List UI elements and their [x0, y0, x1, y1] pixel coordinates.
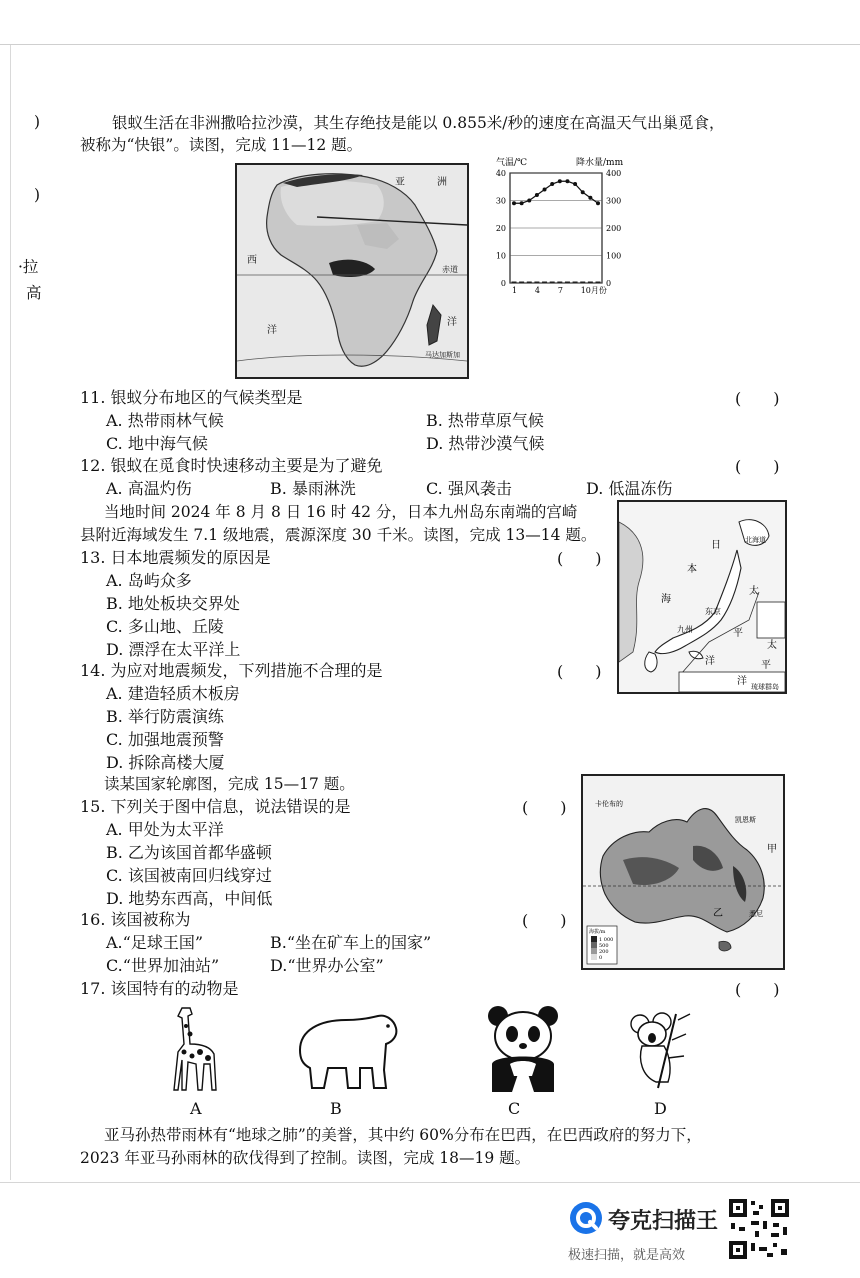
precipitation-bar	[573, 282, 578, 284]
precipitation-bar	[596, 282, 601, 284]
option-b: B. 地处板块交界处	[106, 594, 240, 613]
temperature-point	[550, 182, 554, 186]
precipitation-bar	[588, 282, 593, 284]
chart-x-tick: 1	[512, 286, 518, 295]
question-15-stem: 15. 下列关于图中信息，说法错误的是	[80, 797, 351, 816]
chart-y-right-tick: 300	[606, 196, 622, 206]
map-label: 本	[687, 564, 697, 575]
answer-blank[interactable]: ( )	[522, 911, 567, 930]
option-d: D. 低温冻伤	[586, 479, 673, 498]
precipitation-bar	[550, 282, 555, 284]
question-13-stem: 13. 日本地震频发的原因是	[80, 548, 271, 567]
map-label: 凯恩斯	[735, 816, 756, 824]
temperature-point	[543, 188, 547, 192]
margin-mark: ·拉	[18, 258, 39, 276]
map-label: 洋	[267, 325, 277, 336]
precipitation-bar	[565, 282, 570, 284]
legend-label: 1 000	[599, 937, 614, 943]
temperature-point	[512, 201, 516, 205]
temperature-point	[520, 201, 524, 205]
map-label: 甲	[767, 844, 777, 855]
margin-mark: )	[34, 113, 41, 131]
option-d: D. 拆除高楼大厦	[106, 753, 225, 772]
choice-letter-a: A	[190, 1099, 202, 1118]
japan-map	[617, 500, 787, 694]
map-label: 东京	[705, 607, 721, 616]
map-label: 太	[749, 586, 759, 597]
temperature-point	[527, 199, 531, 203]
intro-paragraph-line: 被称为“快银”。读图，完成 11—12 题。	[80, 136, 363, 154]
answer-blank[interactable]: ( )	[735, 457, 780, 476]
intro-paragraph-line: 读某国家轮廓图，完成 15—17 题。	[104, 775, 355, 793]
question-17-stem: 17. 该国特有的动物是	[80, 979, 239, 998]
option-c: C. 多山地、丘陵	[106, 617, 224, 636]
precipitation-bar	[512, 282, 517, 284]
precipitation-bar	[580, 282, 585, 284]
option-a: A. 甲处为太平洋	[106, 820, 224, 839]
map-label: 太	[767, 640, 777, 651]
legend-title: 海拔/m	[589, 929, 606, 935]
option-b: B. 举行防震演练	[106, 707, 224, 726]
map-label: 日	[711, 540, 721, 551]
temperature-point	[558, 179, 562, 183]
koala-icon[interactable]	[628, 1010, 698, 1090]
option-c: C. 强风袭击	[426, 479, 512, 498]
option-c: C. 该国被南回归线穿过	[106, 866, 272, 885]
africa-map	[235, 163, 469, 379]
chart-x-tick: 10月份	[580, 286, 607, 295]
chart-left-axis-title: 气温/℃	[496, 158, 528, 168]
panda-icon[interactable]	[484, 1004, 562, 1096]
answer-blank[interactable]: ( )	[557, 662, 602, 681]
chart-y-left-tick: 40	[495, 169, 506, 178]
map-label: 北海道	[745, 536, 766, 544]
chart-x-tick: 7	[557, 286, 563, 295]
answer-blank[interactable]: ( )	[735, 980, 780, 999]
map-label: 洋	[737, 676, 747, 687]
brand-name: 夸克扫描王	[608, 1209, 719, 1234]
precipitation-bar	[542, 282, 547, 284]
chart-y-left-tick: 0	[500, 279, 506, 288]
qr-code-icon[interactable]	[727, 1197, 791, 1265]
choice-letter-d: D	[654, 1099, 667, 1118]
option-c: C.“世界加油站”	[106, 956, 220, 975]
option-b: B. 乙为该国首都华盛顿	[106, 843, 272, 862]
map-label: 洲	[437, 177, 447, 188]
map-label: 亚	[395, 177, 405, 188]
temperature-point	[596, 201, 600, 205]
chart-y-right-tick: 0	[606, 279, 612, 288]
chart-y-left-tick: 30	[495, 196, 506, 206]
option-b: B.“坐在矿车上的国家”	[270, 933, 432, 952]
option-c: C. 加强地震预警	[106, 730, 224, 749]
option-b: B. 热带草原气候	[426, 411, 544, 430]
temperature-line	[514, 181, 598, 203]
option-a: A. 高温灼伤	[106, 479, 192, 498]
temperature-point	[573, 182, 577, 186]
choice-letter-b: B	[330, 1099, 342, 1118]
intro-paragraph-line: 亚马孙热带雨林有“地球之肺”的美誉，其中约 60%分布在巴西，在巴西政府的努力下，	[104, 1126, 702, 1144]
option-a: A. 岛屿众多	[106, 571, 192, 590]
answer-blank[interactable]: ( )	[735, 389, 780, 408]
intro-paragraph-line: 县附近海域发生 7.1 级地震，震源深度 30 千米。读图，完成 13—14 题。	[80, 526, 597, 544]
question-16-stem: 16. 该国被称为	[80, 910, 191, 929]
legend-label: 500	[599, 943, 609, 949]
temperature-point	[535, 193, 539, 197]
climate-chart	[470, 155, 640, 295]
map-label: 琉球群岛	[751, 683, 779, 691]
question-12-stem: 12. 银蚁在觅食时快速移动主要是为了避免	[80, 456, 383, 475]
map-label: 赤道	[442, 265, 458, 274]
quark-logo-icon	[568, 1200, 604, 1236]
option-a: A.“足球王国”	[106, 933, 204, 952]
chart-y-left-tick: 10	[495, 251, 506, 261]
legend-label: 200	[599, 949, 609, 955]
option-a: A. 热带雨林气候	[106, 411, 224, 430]
option-b: B. 暴雨淋洗	[270, 479, 356, 498]
chart-y-right-tick: 400	[606, 169, 622, 178]
intro-paragraph-line: 当地时间 2024 年 8 月 8 日 16 时 42 分，日本九州岛东南端的宫崎	[104, 503, 578, 521]
map-label: 九州	[677, 625, 693, 634]
left-margin-line	[10, 45, 11, 1180]
australia-map	[581, 774, 785, 970]
temperature-point	[581, 190, 585, 194]
bear-icon[interactable]	[290, 1010, 402, 1094]
option-c: C. 地中海气候	[106, 434, 208, 453]
option-d: D.“世界办公室”	[270, 956, 384, 975]
question-11-stem: 11. 银蚁分布地区的气候类型是	[80, 388, 303, 407]
option-d: D. 漂浮在太平洋上	[106, 640, 241, 659]
map-label: 洋	[447, 317, 457, 328]
map-label: 平	[761, 660, 771, 671]
margin-mark: 高	[26, 284, 42, 302]
question-14-stem: 14. 为应对地震频发，下列措施不合理的是	[80, 661, 383, 680]
map-label: 洋	[705, 656, 715, 667]
map-label: 乙	[713, 908, 723, 919]
map-label: 马达加斯加	[425, 351, 460, 359]
precipitation-bar	[527, 282, 532, 284]
intro-paragraph-line: 银蚁生活在非洲撒哈拉沙漠，其生存绝技是能以 0.855米/秒的速度在高温天气出巢觅食，	[112, 114, 725, 132]
precipitation-bar	[534, 282, 539, 284]
bottom-divider	[0, 1182, 860, 1183]
map-label: 西	[247, 255, 257, 266]
temperature-point	[588, 196, 592, 200]
intro-paragraph-line: 2023 年亚马孙雨林的砍伐得到了控制。读图，完成 18—19 题。	[80, 1149, 531, 1167]
option-d: D. 热带沙漠气候	[426, 434, 545, 453]
option-d: D. 地势东西高，中间低	[106, 889, 273, 908]
chart-y-left-tick: 20	[495, 224, 506, 233]
temperature-point	[565, 179, 569, 183]
chart-right-axis-title: 降水量/mm	[576, 158, 624, 168]
choice-letter-c: C	[508, 1099, 521, 1118]
chart-y-right-tick: 100	[606, 251, 622, 261]
option-a: A. 建造轻质木板房	[106, 684, 240, 703]
precipitation-bar	[519, 282, 524, 284]
chart-x-tick: 4	[534, 286, 541, 295]
map-label: 卡伦布的	[595, 800, 623, 808]
margin-mark: )	[34, 186, 41, 204]
answer-blank[interactable]: ( )	[557, 549, 602, 568]
legend-label: 0	[599, 955, 603, 961]
precipitation-bar	[557, 282, 562, 284]
top-divider	[0, 44, 860, 45]
answer-blank[interactable]: ( )	[522, 798, 567, 817]
map-label: 悉尼	[749, 910, 763, 918]
map-label: 海	[661, 594, 671, 605]
chart-y-right-tick: 200	[606, 224, 622, 233]
brand-tagline: 极速扫描，就是高效	[568, 1248, 686, 1263]
map-label: 平	[733, 628, 743, 639]
giraffe-icon[interactable]	[160, 1004, 230, 1094]
